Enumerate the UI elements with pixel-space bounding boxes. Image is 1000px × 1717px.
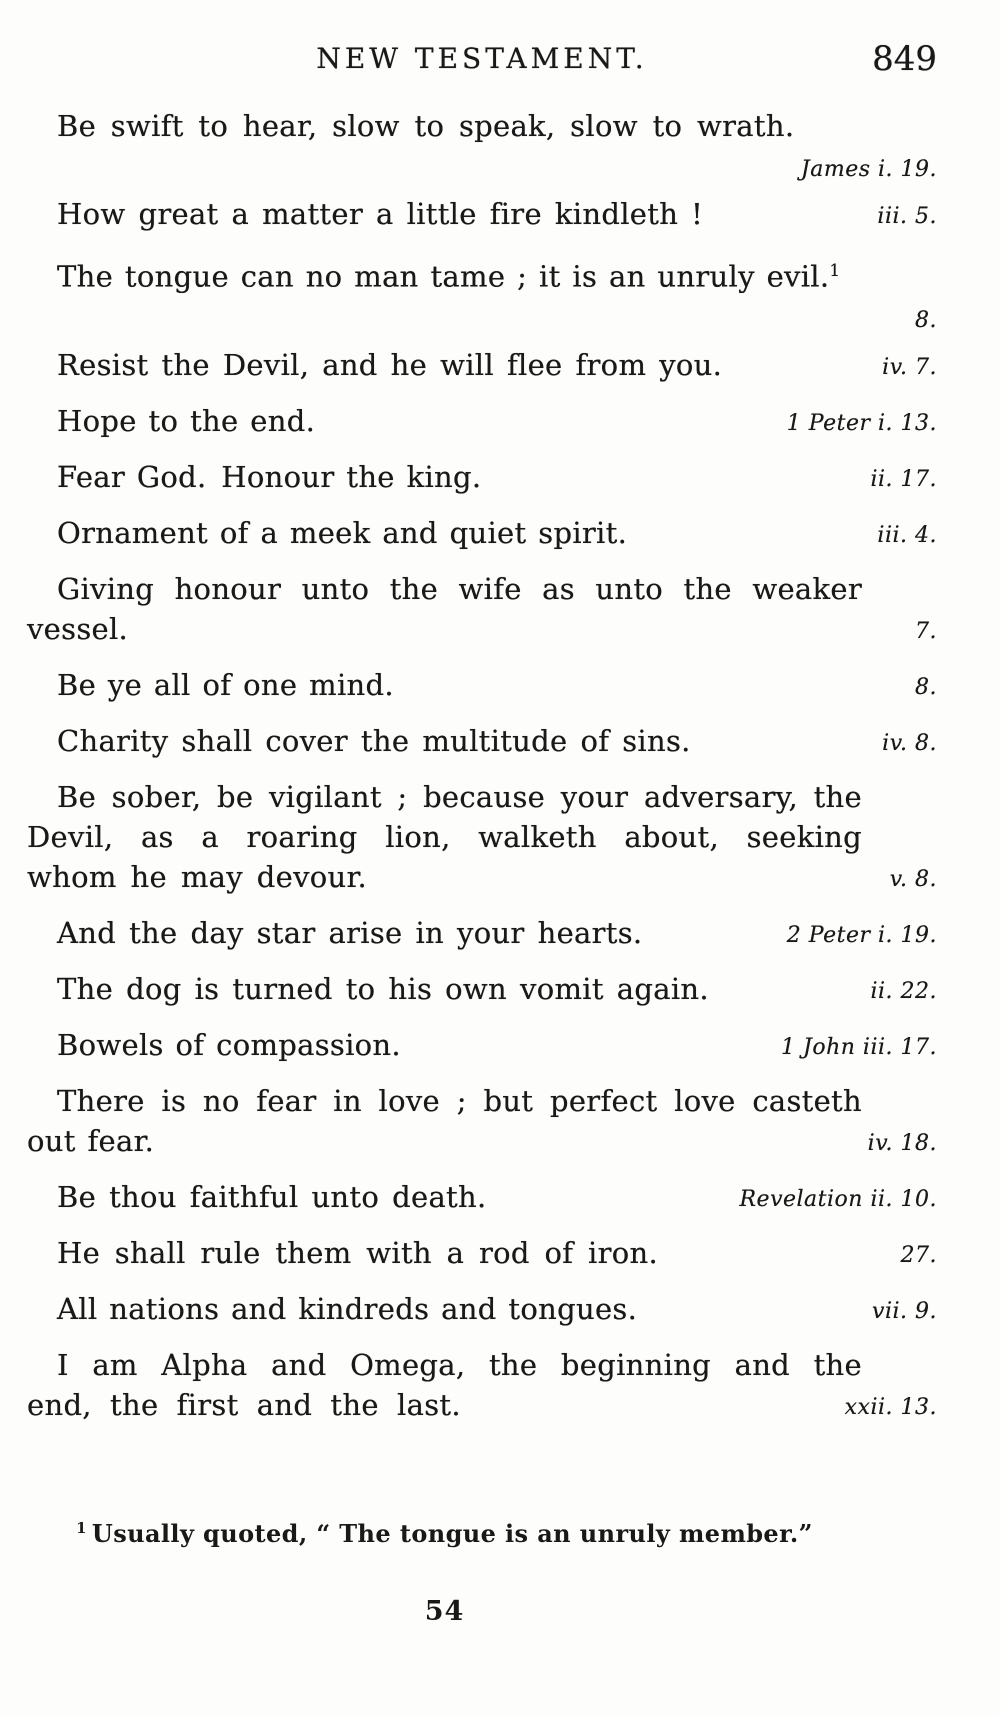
quote-entry (27, 250, 937, 341)
scripture-reference: iii. 4. (877, 522, 937, 548)
quote-entry (27, 1289, 937, 1329)
scripture-reference: iv. 18. (867, 1130, 937, 1156)
quote-text: Be thou faithful unto death. (57, 1179, 487, 1214)
scripture-reference: iii. 5. (877, 204, 937, 229)
quote-text: All nations and kindreds and tongues. (57, 1291, 638, 1326)
scripture-reference: 7. (915, 618, 937, 644)
quote-entry (27, 106, 937, 190)
quote-text: And the day star arise in your hearts. (57, 915, 643, 950)
quote-text: Be sober, be vigilant ; because your adversary, the Devil, as a roaring lion, walketh about, seeking whom he may devour. (27, 779, 862, 894)
quote-text: Be ye all of one mind. (57, 667, 394, 702)
quote-text: Charity shall cover the multitude of sins. (57, 723, 691, 758)
quote-entry (27, 1025, 937, 1065)
quote-entry (27, 457, 937, 497)
quote-text: Hope to the end. (57, 403, 316, 438)
footnote-text: Usually quoted, “ The tongue is an unruly member.” (91, 1519, 813, 1548)
scripture-reference: 2 Peter i. 19. (786, 922, 937, 948)
quote-text: He shall rule them with a rod of iron. (57, 1235, 659, 1270)
quote-entry (27, 913, 937, 953)
quote-entry (27, 345, 937, 385)
quote-text: The tongue can no man tame ; it is an unruly evil. (57, 259, 830, 294)
quote-entry (27, 1233, 937, 1273)
quote-entry (27, 1345, 937, 1425)
quote-text: Bowels of compassion. (57, 1027, 401, 1062)
scripture-reference: ii. 22. (870, 978, 937, 1004)
quote-entry (27, 194, 937, 234)
scripture-reference: v. 8. (889, 866, 937, 892)
scripture-reference: 1 John iii. 17. (781, 1034, 937, 1060)
quote-entry (27, 665, 937, 705)
quote-text: How great a matter a little fire kindleth ! (57, 197, 704, 231)
running-head (27, 39, 937, 82)
signature-mark: 54 (424, 1596, 465, 1627)
page-number: 849 (872, 39, 937, 79)
quote-text: Resist the Devil, and he will flee from you. (57, 347, 723, 382)
quote-text: There is no fear in love ; but perfect love casteth out fear. (27, 1083, 862, 1158)
quote-text: I am Alpha and Omega, the beginning and the end, the first and the last. (27, 1347, 862, 1422)
quote-entry (27, 721, 937, 761)
quote-entry (27, 1081, 937, 1161)
quotation-list (27, 106, 937, 1441)
scripture-reference: iv. 8. (882, 730, 937, 756)
scripture-reference: Revelation ii. 10. (739, 1186, 937, 1212)
quote-entry (27, 1177, 937, 1217)
scripture-reference: 8. (915, 307, 937, 333)
quote-text: Ornament of a meek and quiet spirit. (57, 515, 628, 550)
scripture-reference: 8. (915, 674, 937, 700)
quote-entry (27, 777, 937, 897)
quote-entry (27, 969, 937, 1009)
scripture-reference: ii. 17. (870, 466, 937, 492)
quote-text: Be swift to hear, slow to speak, slow to wrath. (57, 109, 795, 143)
scripture-reference: 1 Peter i. 13. (786, 410, 937, 436)
footnote (27, 1513, 862, 1549)
quote-text: Fear God. Honour the king. (57, 459, 482, 494)
footnote-marker: 1 (76, 1519, 87, 1537)
quote-text: Giving honour unto the wife as unto the weaker vessel. (27, 571, 862, 646)
quote-entry (27, 401, 937, 441)
scripture-reference: iv. 7. (882, 354, 937, 380)
quote-text: The dog is turned to his own vomit again. (57, 971, 709, 1006)
scripture-reference: vii. 9. (872, 1298, 937, 1324)
scripture-reference: xxii. 13. (844, 1394, 937, 1420)
quote-entry (27, 513, 937, 553)
scripture-reference: 27. (900, 1242, 937, 1268)
footnote-marker: 1 (829, 260, 841, 280)
page-title: NEW TESTAMENT. (316, 42, 648, 75)
scripture-reference: James i. 19. (800, 157, 937, 182)
quote-entry (27, 569, 937, 649)
